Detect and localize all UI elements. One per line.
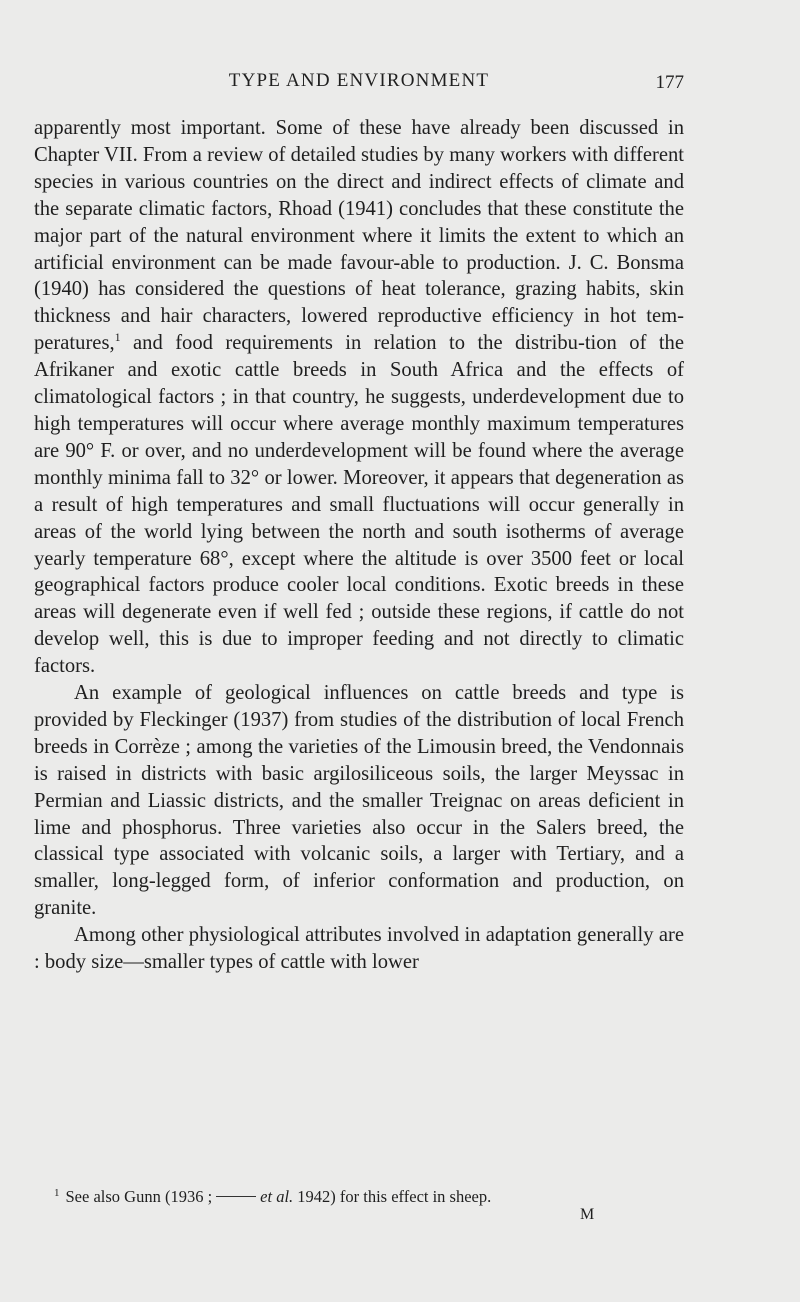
footnote-mark: 1 bbox=[54, 1187, 60, 1199]
running-title: TYPE AND ENVIRONMENT bbox=[228, 70, 490, 91]
paragraph-3: Among other physiological attributes involved in adaptation generally are : body size—smaller types of cattle with lower bbox=[34, 924, 684, 974]
paragraph-1 bbox=[34, 115, 684, 680]
paragraph-1-part-b: and food requirements in relation to the distribu-tion of the Afrikaner and exotic cattle breeds in South Africa and the effects of climatological factors ; in that country, he suggests, underdevelopment due to high temperatures will occur where average monthly maximum temperatures are 90° F. or over, and no underdevelopment will be found where the average monthly minima fall to 32° or lower. Moreover, it appears that degeneration as a result of high temperatures and small fluctuations will occur generally in areas of the world lying between the north and south isotherms of average yearly temperature 68°, except where the altitude is over 3500 feet or local geographical factors produce cooler local conditions. Exotic breeds in these areas will degenerate even if well fed ; outside these regions, if cattle do not develop well, this is due to improper feeding and not directly to climatic factors. bbox=[34, 332, 684, 678]
page-number: 177 bbox=[655, 72, 684, 93]
paragraph-2: An example of geological influences on cattle breeds and type is provided by Fleckinger (1937) from studies of the distribution of local French breeds in Corrèze ; among the varieties of the Limousin breed, the Vendonnais is raised in districts with basic argilosiliceous soils, the larger Meyssac in Permian and Liassic districts, and the smaller Treignac on areas deficient in lime and phosphorus. Three varieties also occur in the Salers breed, the classical type associated with volcanic soils, a larger with Tertiary, and a smaller, long-legged form, of inferior conformation and production, on granite. bbox=[34, 682, 684, 920]
footnote-text-a: See also Gunn (1936 ; bbox=[65, 1187, 213, 1206]
footnote-etal: et al. bbox=[260, 1187, 294, 1206]
footnote-dash bbox=[216, 1196, 256, 1197]
body-text bbox=[34, 115, 684, 976]
footnote-reference: 1 bbox=[114, 330, 121, 345]
footnote-text-b: 1942) for this effect in sheep. bbox=[297, 1187, 492, 1206]
footnote bbox=[54, 1182, 684, 1208]
signature-mark: M bbox=[580, 1206, 595, 1223]
running-head bbox=[34, 70, 684, 98]
paragraph-1-part-a: apparently most important. Some of these have already been discussed in Chapter VII. From a review of detailed studies by many workers with different species in various countries on the direct and indirect effects of climate and the separate climatic factors, Rhoad (1941) concludes that these constitute the major part of the natural environment where it limits the extent to which an artificial environment can be made favour-able to production. J. C. Bonsma (1940) has considered the questions of heat tolerance, grazing habits, skin thickness and hair characters, lowered reproductive efficiency in hot tem-peratures, bbox=[34, 117, 684, 355]
